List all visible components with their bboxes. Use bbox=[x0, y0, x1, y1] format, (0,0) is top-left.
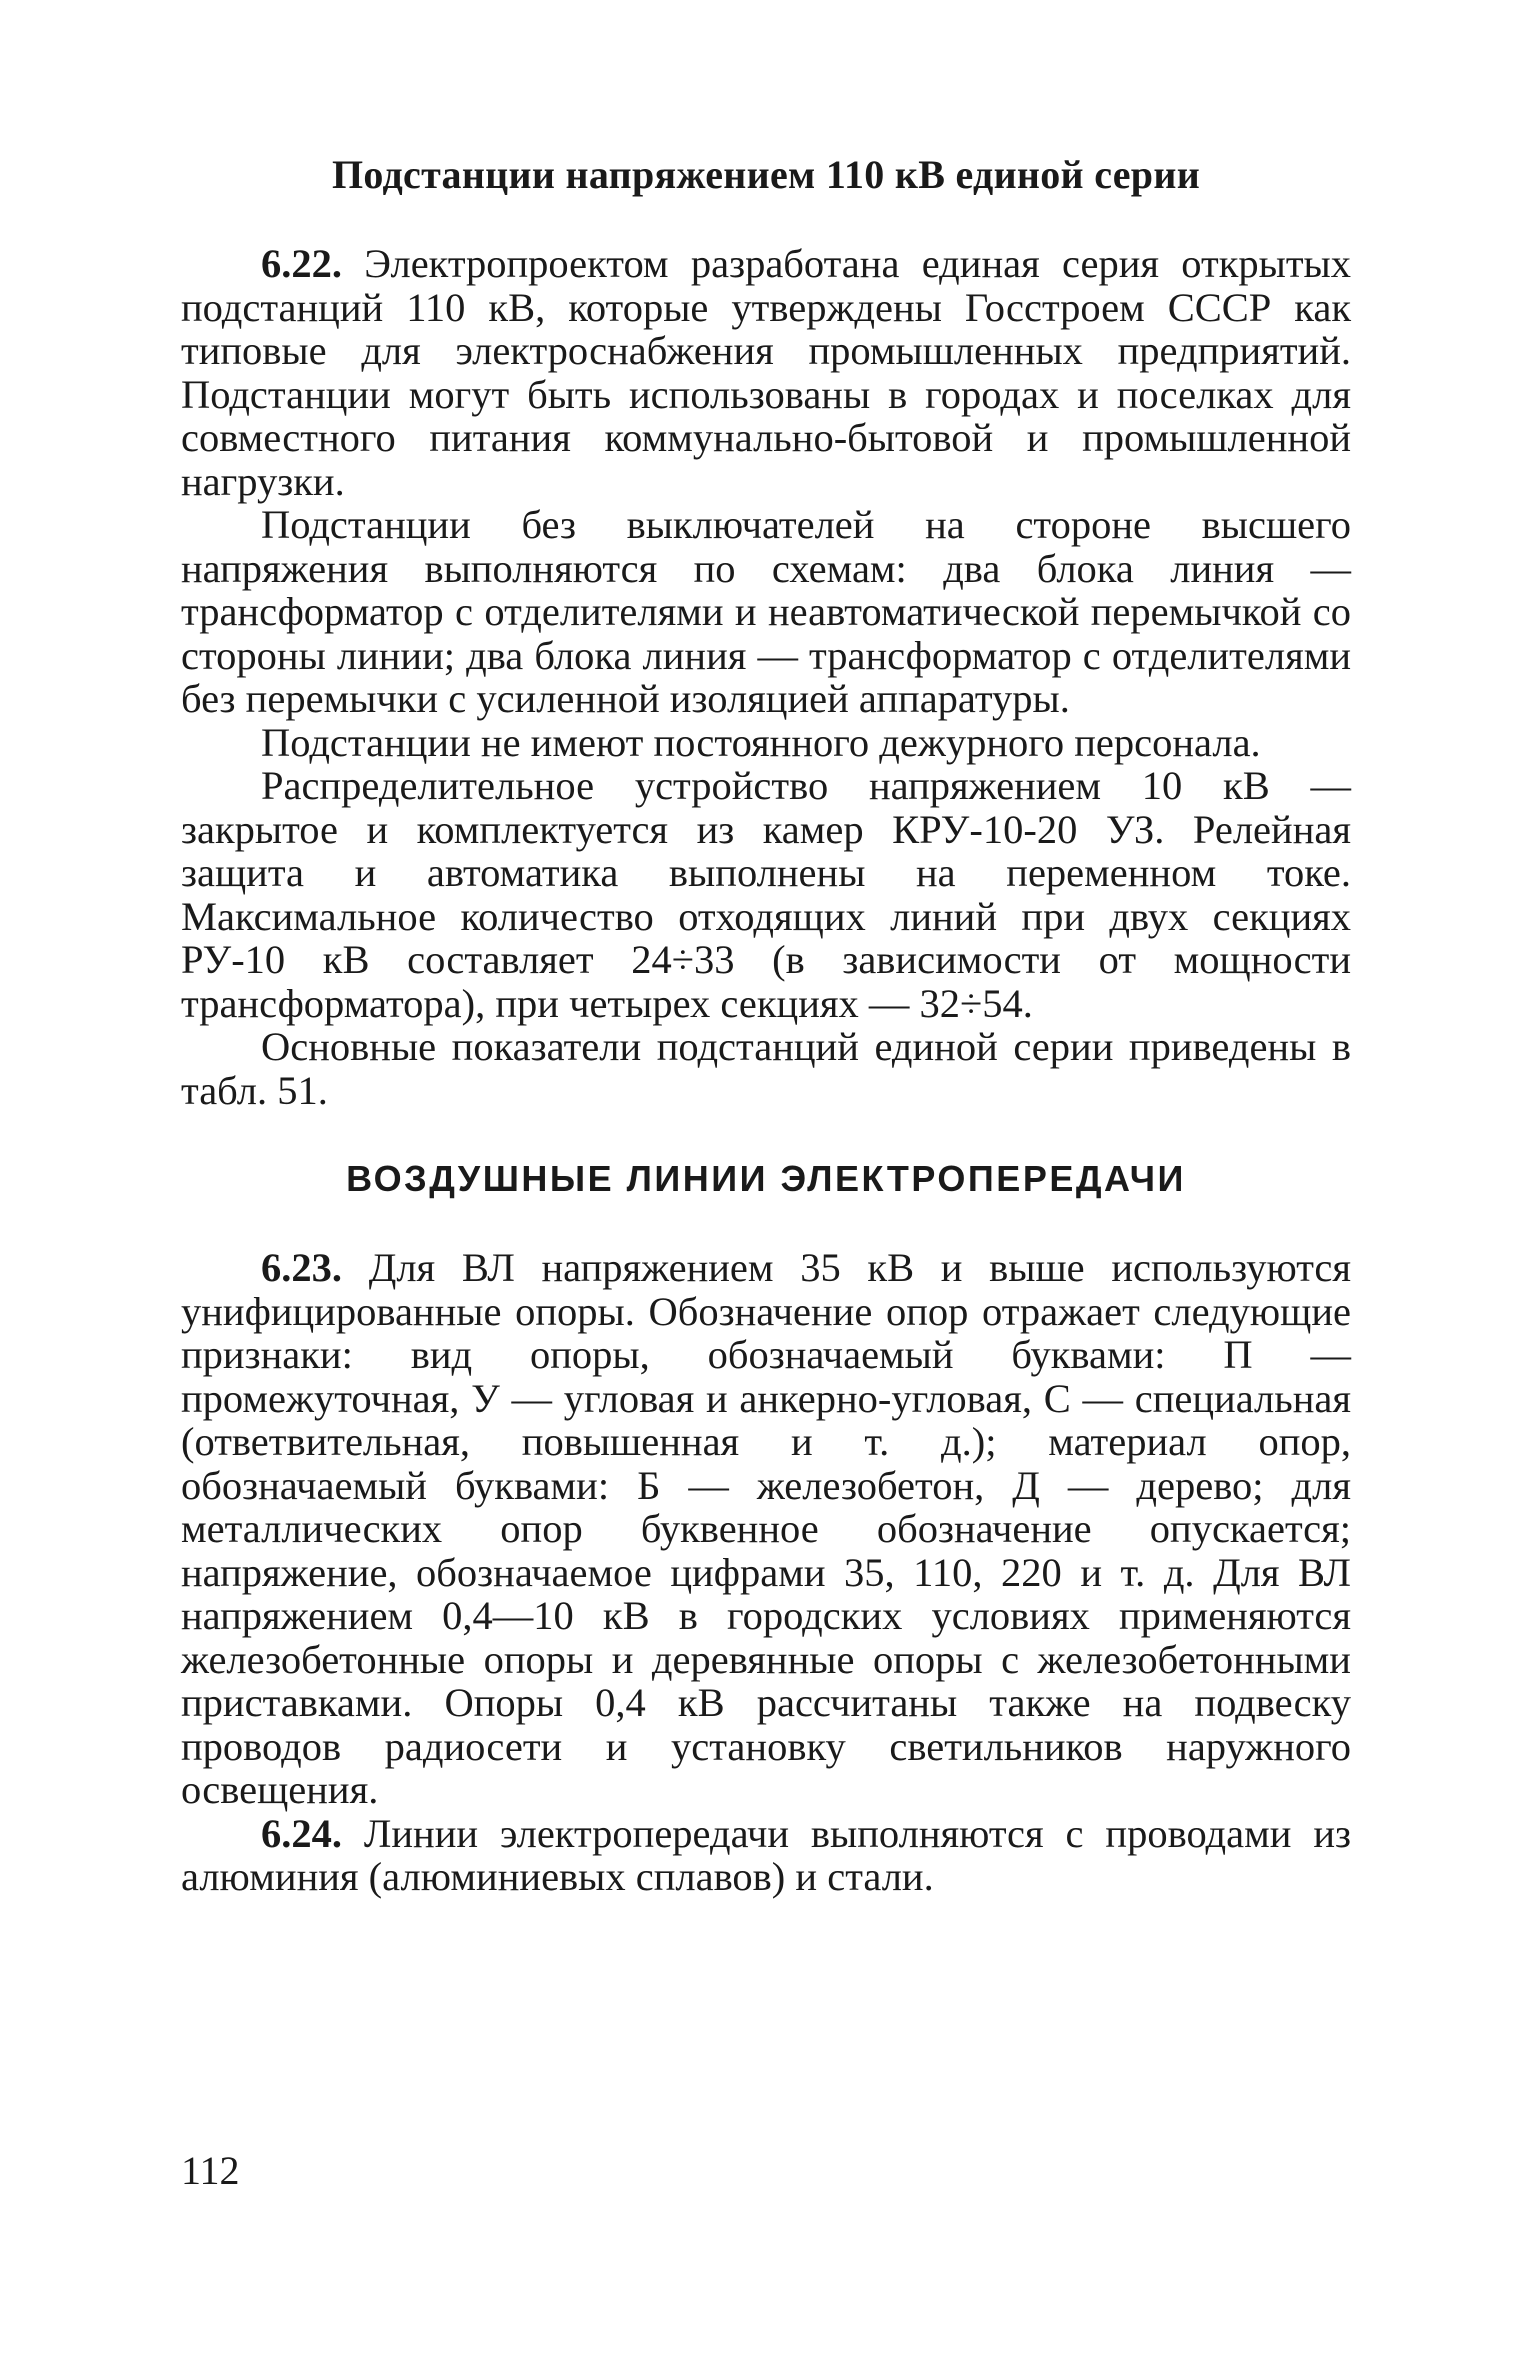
paragraph-number: 6.23. bbox=[261, 1245, 342, 1290]
section-heading-substations: Подстанции напряжением 110 кВ единой серии bbox=[331, 152, 1201, 197]
paragraph-6-24 bbox=[181, 1812, 1351, 1899]
page-number: 112 bbox=[181, 2148, 240, 2193]
paragraph-text: Для ВЛ напряжением 35 кВ и выше используются унифицированные опоры. Обозначение опор отражает следующие признаки: вид опоры, обозначаемый буквами: П — промежуточная, У — угловая и анкерно-угловая, С — специальная (ответвительная, повышенная и т. д.); материал опор, обозначаемый буквами: Б — железобетон, Д — дерево; для металлических опор буквенное обозначение опускается; напряжение, обозначаемое цифрами 35, 110, 220 и т. д. Для ВЛ напряжением 0,4—10 кВ в городских условиях применяются железобетонные опоры и деревянные опоры с железобетонными приставками. Опоры 0,4 кВ рассчитаны также на подвеску проводов радиосети и установку светильников наружного освещения. bbox=[181, 1245, 1351, 1812]
page-content bbox=[181, 150, 1351, 1899]
paragraph-text: Линии электропередачи выполняются с проводами из алюминия (алюминиевых сплавов) и стали. bbox=[181, 1810, 1351, 1899]
paragraph-6-23 bbox=[181, 1246, 1351, 1812]
paragraph-switchgear-10kv: Распределительное устройство напряжением 10 кВ — закрытое и комплектуется из камер КРУ-10-20 УЗ. Релейная защита и автоматика выполнены на переменном токе. Максимальное количество отходящих линий при двух секциях РУ-10 кВ составляет 24÷33 (в зависимости от мощности трансформатора), при четырех секциях — 32÷54. bbox=[181, 763, 1351, 1026]
paragraph-table-reference: Основные показатели подстанций единой серии приведены в табл. 51. bbox=[181, 1024, 1351, 1113]
section-heading-overhead-lines: ВОЗДУШНЫЕ ЛИНИИ ЭЛЕКТРОПЕРЕДАЧИ bbox=[346, 1158, 1186, 1199]
paragraph-6-22 bbox=[181, 242, 1351, 503]
paragraph-number: 6.24. bbox=[261, 1810, 342, 1856]
paragraph-no-breakers: Подстанции без выключателей на стороне высшего напряжения выполняются по схемам: два блока линия — трансформатор с отделителями и неавтоматической перемычкой со стороны линии; два блока линия — трансформатор с отделителями без перемычки с усиленной изоляцией аппаратуры. bbox=[181, 502, 1351, 721]
paragraph-text: Электропроектом разработана единая серия открытых подстанций 110 кВ, которые утверждены Госстроем СССР как типовые для электроснабжения промышленных предприятий. Подстанции могут быть использованы в городах и поселках для совместного питания коммунально-бытовой и промышленной нагрузки. bbox=[181, 241, 1351, 504]
paragraph-number: 6.22. bbox=[261, 241, 342, 286]
paragraph-no-staff: Подстанции не имеют постоянного дежурного персонала. bbox=[261, 719, 1261, 765]
